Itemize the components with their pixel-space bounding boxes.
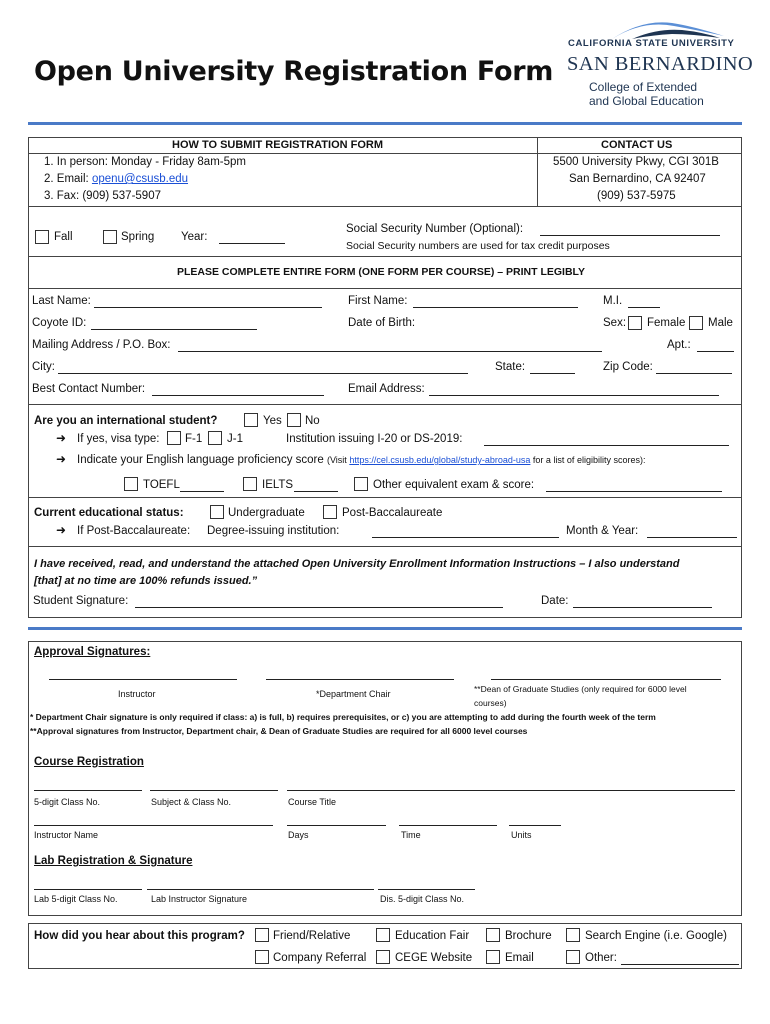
subject-field[interactable] <box>150 790 278 791</box>
agreement-line-2: [that] at no time are 100% refunds issued.” <box>34 575 258 587</box>
search-engine-checkbox[interactable] <box>566 928 580 942</box>
date-label: Date: <box>541 595 569 607</box>
institution-field[interactable] <box>484 445 729 446</box>
cege-website-checkbox[interactable] <box>376 950 390 964</box>
coyote-id-label: Coyote ID: <box>32 317 87 329</box>
search-engine-label: Search Engine (i.e. Google) <box>585 930 727 942</box>
fall-checkbox[interactable] <box>35 230 49 244</box>
city-field[interactable] <box>58 373 468 374</box>
top-rule <box>28 122 742 125</box>
spring-checkbox[interactable] <box>103 230 117 244</box>
ielts-label: IELTS <box>262 479 294 491</box>
class-no-field[interactable] <box>34 790 142 791</box>
education-fair-label: Education Fair <box>395 930 470 942</box>
toefl-checkbox[interactable] <box>124 477 138 491</box>
if-post-label: If Post-Baccalaureate: <box>77 525 191 537</box>
arrow-icon: ➜ <box>56 523 67 537</box>
spring-label: Spring <box>121 231 155 243</box>
contact-line-1: 5500 University Pkwy, CGI 301B <box>553 156 719 168</box>
state-label: State: <box>495 361 526 373</box>
course-title-caption: Course Title <box>288 797 337 807</box>
contact-line-2: San Bernardino, CA 92407 <box>569 173 706 185</box>
no-label: No <box>305 415 320 427</box>
ssn-note: Social Security numbers are used for tax credit purposes <box>346 240 610 252</box>
j1-checkbox[interactable] <box>208 431 222 445</box>
j1-label: J-1 <box>227 433 243 445</box>
dean-signature-field[interactable] <box>491 679 721 680</box>
instructor-name-field[interactable] <box>34 825 273 826</box>
international-question: Are you an international student? <box>34 415 218 427</box>
postbacc-checkbox[interactable] <box>323 505 337 519</box>
company-referral-checkbox[interactable] <box>255 950 269 964</box>
male-checkbox[interactable] <box>689 316 703 330</box>
submit-heading: HOW TO SUBMIT REGISTRATION FORM <box>172 139 384 151</box>
units-field[interactable] <box>509 825 561 826</box>
divider <box>28 153 742 154</box>
education-fair-checkbox[interactable] <box>376 928 390 942</box>
visit-post: for a list of eligibility scores): <box>530 455 646 465</box>
degree-field[interactable] <box>372 537 559 538</box>
female-label: Female <box>647 317 686 329</box>
institution-label: Institution issuing I-20 or DS-2019: <box>286 433 463 445</box>
divider <box>28 546 742 547</box>
visit-pre: (Visit <box>326 455 350 465</box>
agreement-line-1: I have received, read, and understand the attached Open University Enrollment Information Instructions – I also understand <box>34 558 680 570</box>
year-field[interactable] <box>219 243 285 244</box>
city-label: City: <box>32 361 55 373</box>
undergrad-label: Undergraduate <box>228 507 305 519</box>
class-no-caption: 5-digit Class No. <box>34 797 101 807</box>
ssn-label: Social Security Number (Optional): <box>346 223 524 235</box>
no-checkbox[interactable] <box>287 413 301 427</box>
mi-label: M.I. <box>603 295 623 307</box>
ielts-field[interactable] <box>294 491 338 492</box>
last-name-field[interactable] <box>94 307 322 308</box>
male-label: Male <box>708 317 733 329</box>
divider <box>28 256 742 257</box>
fall-label: Fall <box>54 231 73 243</box>
undergrad-checkbox[interactable] <box>210 505 224 519</box>
chair-signature-field[interactable] <box>266 679 454 680</box>
ssn-field[interactable] <box>540 235 720 236</box>
brochure-label: Brochure <box>505 930 552 942</box>
f1-checkbox[interactable] <box>167 431 181 445</box>
contact-line-3: (909) 537-5975 <box>597 190 676 202</box>
arrow-icon: ➜ <box>56 452 67 466</box>
year-label: Year: <box>181 231 208 243</box>
approval-heading: Approval Signatures: <box>34 646 151 658</box>
coyote-id-field[interactable] <box>91 329 257 330</box>
divider <box>28 206 742 207</box>
english-label <box>77 454 645 466</box>
toefl-field[interactable] <box>180 491 224 492</box>
hear-question: How did you hear about this program? <box>34 930 245 942</box>
female-checkbox[interactable] <box>628 316 642 330</box>
email-label: Email Address: <box>348 383 425 395</box>
friend-label: Friend/Relative <box>273 930 351 942</box>
form-title: Open University Registration Form <box>34 56 554 87</box>
divider <box>537 137 538 206</box>
lab-instructor-caption: Lab Instructor Signature <box>151 894 248 904</box>
mid-rule <box>28 627 742 630</box>
instructor-name-caption: Instructor Name <box>34 830 99 840</box>
logo-line-4: and Global Education <box>589 94 704 108</box>
degree-label: Degree-issuing institution: <box>207 525 340 537</box>
logo-line-3: College of Extended <box>589 80 698 94</box>
instructor-signature-field[interactable] <box>49 679 237 680</box>
zip-field[interactable] <box>656 373 732 374</box>
logo-mountain-icon <box>612 18 724 40</box>
lab-class-field[interactable] <box>34 889 142 890</box>
dis-class-caption: Dis. 5-digit Class No. <box>380 894 465 904</box>
student-signature-label: Student Signature: <box>33 595 129 607</box>
yes-checkbox[interactable] <box>244 413 258 427</box>
state-field[interactable] <box>530 373 575 374</box>
last-name-label: Last Name: <box>32 295 91 307</box>
chair-caption: *Department Chair <box>316 689 391 699</box>
logo-line-2: SAN BERNARDINO <box>567 53 754 75</box>
lab-instructor-field[interactable] <box>147 889 374 890</box>
submit-item-3: 3. Fax: (909) 537-5907 <box>44 190 161 202</box>
contact-heading: CONTACT US <box>601 139 673 151</box>
course-title-field[interactable] <box>287 790 735 791</box>
time-caption: Time <box>401 830 421 840</box>
other-exam-label: Other equivalent exam & score: <box>373 479 535 491</box>
approval-note-2: **Approval signatures from Instructor, Department chair, & Dean of Graduate Studies are required for all 6000 level courses <box>30 726 528 736</box>
instruction-text: PLEASE COMPLETE ENTIRE FORM (ONE FORM PER COURSE) – PRINT LEGIBLY <box>177 266 585 278</box>
friend-checkbox[interactable] <box>255 928 269 942</box>
other-source-field[interactable] <box>621 964 739 965</box>
other-source-label: Other: <box>585 952 617 964</box>
month-year-field[interactable] <box>647 537 737 538</box>
apt-field[interactable] <box>697 351 734 352</box>
arrow-icon: ➜ <box>56 431 67 445</box>
phone-field[interactable] <box>152 395 324 396</box>
course-heading: Course Registration <box>34 756 144 768</box>
submit-item-1: 1. In person: Monday - Friday 8am-5pm <box>44 156 246 168</box>
dean-caption-2: courses) <box>474 698 507 708</box>
other-exam-field[interactable] <box>546 491 722 492</box>
visit-link[interactable]: https://cel.csusb.edu/global/study-abroad-usa <box>349 455 531 465</box>
subject-caption: Subject & Class No. <box>151 797 232 807</box>
visit-note <box>327 455 646 465</box>
logo-line-1: CALIFORNIA STATE UNIVERSITY <box>568 38 735 49</box>
apt-label: Apt.: <box>667 339 691 351</box>
zip-label: Zip Code: <box>603 361 653 373</box>
days-field[interactable] <box>287 825 386 826</box>
phone-label: Best Contact Number: <box>32 383 146 395</box>
lab-class-caption: Lab 5-digit Class No. <box>34 894 118 904</box>
email-source-checkbox[interactable] <box>486 950 500 964</box>
sex-label: Sex: <box>603 317 627 329</box>
first-name-field[interactable] <box>413 307 578 308</box>
brochure-checkbox[interactable] <box>486 928 500 942</box>
other-exam-checkbox[interactable] <box>354 477 368 491</box>
english-text: Indicate your English language proficiency score <box>77 454 324 466</box>
dob-label: Date of Birth: <box>348 317 416 329</box>
other-source-checkbox[interactable] <box>566 950 580 964</box>
yes-label: Yes <box>263 415 282 427</box>
approval-note-1: * Department Chair signature is only required if class: a) is full, b) requires prerequisites, or c) you are attempting to add during the fourth week of the term <box>30 712 656 722</box>
approval-box <box>28 641 742 916</box>
mailing-field[interactable] <box>178 351 602 352</box>
units-caption: Units <box>511 830 532 840</box>
visa-label: If yes, visa type: <box>77 433 160 445</box>
instructor-caption: Instructor <box>118 689 156 699</box>
email-field[interactable] <box>429 395 719 396</box>
company-referral-label: Company Referral <box>273 952 367 964</box>
submit-item-2-label: 2. Email: <box>44 173 92 185</box>
month-year-label: Month & Year: <box>566 525 639 537</box>
ielts-checkbox[interactable] <box>243 477 257 491</box>
toefl-label: TOEFL <box>143 479 180 491</box>
mailing-label: Mailing Address / P.O. Box: <box>32 339 171 351</box>
dean-caption-1: **Dean of Graduate Studies (only required for 6000 level <box>474 684 687 694</box>
first-name-label: First Name: <box>348 295 408 307</box>
cege-website-label: CEGE Website <box>395 952 473 964</box>
email-link[interactable]: openu@csusb.edu <box>91 173 189 185</box>
days-caption: Days <box>288 830 309 840</box>
student-signature-field[interactable] <box>135 607 503 608</box>
time-field[interactable] <box>399 825 497 826</box>
education-label: Current educational status: <box>34 507 184 519</box>
divider <box>28 497 742 498</box>
postbacc-label: Post-Baccalaureate <box>342 507 443 519</box>
date-field[interactable] <box>573 607 712 608</box>
f1-label: F-1 <box>185 433 203 445</box>
submit-item-2 <box>44 173 188 185</box>
mi-field[interactable] <box>628 307 660 308</box>
lab-heading: Lab Registration & Signature <box>34 855 193 867</box>
email-source-label: Email <box>505 952 534 964</box>
divider <box>28 288 742 289</box>
dis-class-field[interactable] <box>378 889 475 890</box>
divider <box>28 404 742 405</box>
